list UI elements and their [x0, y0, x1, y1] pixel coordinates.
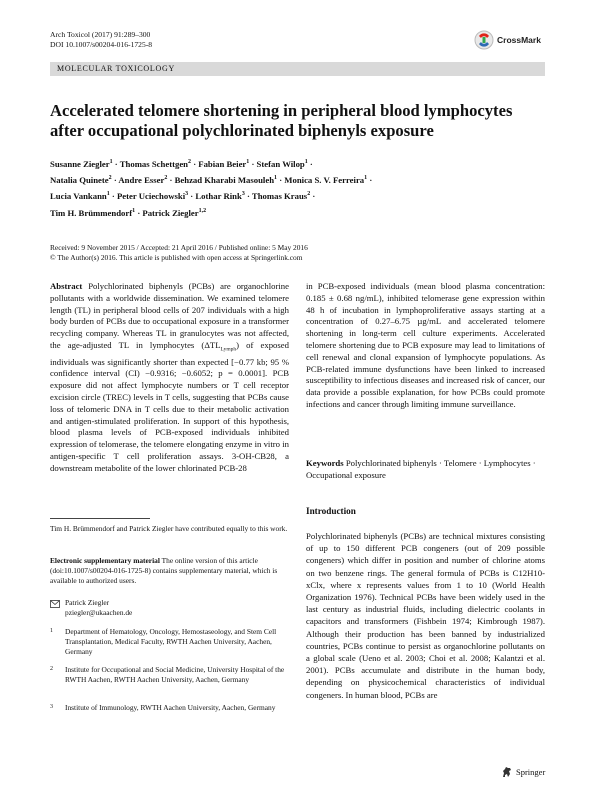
crossmark-label: CrossMark [497, 35, 541, 45]
journal-citation [50, 30, 152, 50]
abstract-subscript: Lymph [220, 346, 237, 353]
copyright-line: © The Author(s) 2016. This article is published with open access at Springerlink.com [50, 253, 303, 262]
doi-line[interactable]: DOI 10.1007/s00204-016-1725-8 [50, 40, 153, 49]
corr-email[interactable]: pziegler@ukaachen.de [65, 608, 133, 617]
author-affiliation-mark: 3 [185, 191, 189, 198]
dates-line: Received: 9 November 2015 / Accepted: 21 April 2016 / Published online: 5 May 2016 [50, 243, 308, 252]
author-name[interactable]: Thomas Schettgen [119, 158, 189, 169]
introduction-text: Polychlorinated biphenyls (PCBs) are technical mixtures consisting of up to 150 different PCB congeners (out of 209 possible congeners) which differ in position and number of chlorine atoms on two benzene rings. The general formula of PCBs is C12H10-xClx, where x represents values from 1 to 10 (World Health Organization 1976). Technical PCBs have been widely used in the last century as industrial fluids, including dielectric coolants in capacitors and transformers (Fishbein 1974; Kimbrough 1987). Although their production has been banned by industrialized countries, PCBs continue to persist as organochlorine pollutants on a global scale (Ueno et al. 2003; Choi et al. 2008; Kalantzi et al. 2001). PCBs accumulate and distribute in the human body, depending on physicochemical characteristics of individual congeners. In human blood, PCBs are [306, 531, 545, 700]
author-name[interactable]: Natalia Quinete [50, 175, 109, 186]
corr-name: Patrick Ziegler [65, 598, 110, 607]
esm-note [50, 556, 289, 586]
author-affiliation-mark: 1 [246, 159, 250, 165]
keywords-text: Polychlorinated biphenyls · Telomere · Lymphocytes · Occupational exposure [306, 458, 536, 480]
abstract-right-column: in PCB-exposed individuals (mean blood plasma concentration: 0.185 ± 0.68 ng/mL), inhibited telomerase gene expression within 48 h of incubation in lymphoproliferative assays starting at a concentration of 0.27–6.75 µg/mL and accelerated telomere shortening in long-term cell culture experiments. Accelerated telomere shortening due to PCB exposure may lead to limitations of cell renewal and clonal expansion of lymphocyte populations. As PCB-related immune dysfunctions have been linked to increased susceptibility to infectious diseases and increased risk of cancer, our data provide a possible explanation, for how PCBs could promote infections and cancer through limiting immune surveillance. [306, 281, 545, 409]
keywords-label: Keywords [306, 458, 344, 468]
journal-line: Arch Toxicol (2017) 91:289–300 [50, 30, 151, 39]
corresponding-author [65, 598, 285, 618]
author-name[interactable]: Monica S. V. Ferreira [284, 175, 365, 186]
keywords [306, 458, 545, 482]
author-name[interactable]: Andre Esser [118, 175, 165, 186]
springer-label: Springer [516, 767, 546, 777]
author-name[interactable]: Peter Uciechowski [117, 191, 186, 202]
author-affiliation-mark: 3 [241, 191, 245, 198]
abstract-left-column [50, 281, 289, 474]
article-title: Accelerated telomere shortening in peripheral blood lymphocytes after occupational polychlorinated biphenyls exposure [50, 101, 513, 140]
affiliation-2 [50, 665, 289, 685]
affiliation-1 [50, 627, 289, 657]
affiliation-number: 3 [50, 704, 53, 710]
springer-horse-icon [501, 766, 513, 778]
author-affiliation-mark: 1,2 [198, 207, 207, 214]
crossmark-badge[interactable] [474, 30, 541, 50]
introduction-heading: Introduction [306, 506, 356, 516]
author-affiliation-mark: 1 [274, 175, 278, 182]
esm-label: Electronic supplementary material [50, 556, 160, 565]
author-name[interactable]: Stefan Wilop [256, 158, 305, 169]
author-name[interactable]: Patrick Ziegler [142, 207, 199, 218]
esm-text: The online version of this article (doi:10.1007/s00204-016-1725-8) contains supplementary material, which is available to authorized users. [50, 556, 278, 585]
author-name[interactable]: Behzad Kharabi Masouleh [174, 175, 275, 186]
footnote-divider [50, 518, 150, 519]
affiliation-text: Institute for Occupational and Social Medicine, University Hospital of the RWTH Aachen, RWTH Aachen University, Aachen, Germany [65, 665, 285, 684]
abstract-text-2: ) of exposed individuals was significantly shorter than expected [−0.77 kb; 95 % confidence interval (CI) −0.9316; −0.6052; p = 0.0001]. PCB exposure did not affect lymphocyte numbers or T cell receptor excision circle (TREC) levels in T cells, suggesting that PCBs cause loss of telomeric DNA in T cells due to their metabolic activation and antigen-stimulated proliferation. In support of this hypothesis, blood plasma levels of PCB-exposed individuals inhibited expression of telomerase, the telomere elongating enzyme in vitro in antigen-specific T cell proliferation assays. 3-OH-CB28, a downstream metabolite of the lower chlorinated PCB-28 [50, 339, 289, 473]
crossmark-icon [474, 30, 494, 50]
author-affiliation-mark: 1 [132, 207, 136, 214]
author-name[interactable]: Fabian Beier [198, 158, 247, 169]
author-affiliation-mark: 1 [106, 191, 110, 198]
author-name[interactable]: Lucia Vankann [50, 191, 107, 202]
affiliation-number: 1 [50, 628, 53, 634]
author-affiliation-mark: 1 [364, 175, 368, 182]
author-name[interactable]: Thomas Kraus [251, 191, 308, 202]
contribution-note: Tim H. Brümmendorf and Patrick Ziegler have contributed equally to this work. [50, 524, 288, 533]
author-affiliation-mark: 1 [304, 159, 308, 165]
author-affiliation-mark: 2 [307, 191, 311, 198]
author-name[interactable]: Tim H. Brümmendorf [50, 207, 133, 218]
abstract-text-1: Polychlorinated biphenyls (PCBs) are organochlorine pollutants with a worldwide dissemination. We examined telomere length (TL) in peripheral blood cells of 207 individuals with a high body burden of PCBs due to occupational exposure in a transformer recycling company. Whereas TL in granulocytes was not affected, the age-adjusted TL in lymphocytes (ΔTL [50, 281, 290, 350]
publication-dates [50, 243, 545, 263]
author-affiliation-mark: 1 [109, 159, 113, 165]
envelope-icon [50, 600, 60, 608]
author-affiliation-mark: 2 [108, 175, 112, 182]
affiliation-text: Institute of Immunology, RWTH Aachen University, Aachen, Germany [65, 703, 276, 712]
author-name[interactable]: Susanne Ziegler [50, 158, 110, 169]
affiliation-number: 2 [50, 666, 53, 672]
author-name[interactable]: Lothar Rink [195, 191, 242, 202]
author-affiliation-mark: 2 [188, 159, 192, 165]
affiliation-text: Department of Hematology, Oncology, Hemostaseology, and Stem Cell Transplantation, Medical Faculty, RWTH Aachen University, Aachen, Germany [65, 627, 277, 656]
abstract-label: Abstract [50, 281, 83, 291]
section-label: MOLECULAR TOXICOLOGY [57, 64, 175, 73]
affiliation-3 [50, 703, 289, 713]
springer-logo [501, 766, 545, 778]
author-affiliation-mark: 2 [164, 175, 168, 182]
author-list: Susanne Ziegler$^1$ · Thomas Schettgen$^2$ · Fabian Beier$^1$ · Stefan Wilop$^1$ · Natalia Quinete$^2$ · Andre Esser$^2$ · Behzad Kharabi Masouleh$^1$ · Monica S. V. Ferreira$^1$ · Lucia Vankann$^1$ · Peter Uciechowski$^3$ · Lothar Rink$^3$ · Thomas Kraus$^2$ · Tim H. Brümmendorf$^1$ · Patrick Ziegler$^{1,2}$ [50, 158, 373, 218]
